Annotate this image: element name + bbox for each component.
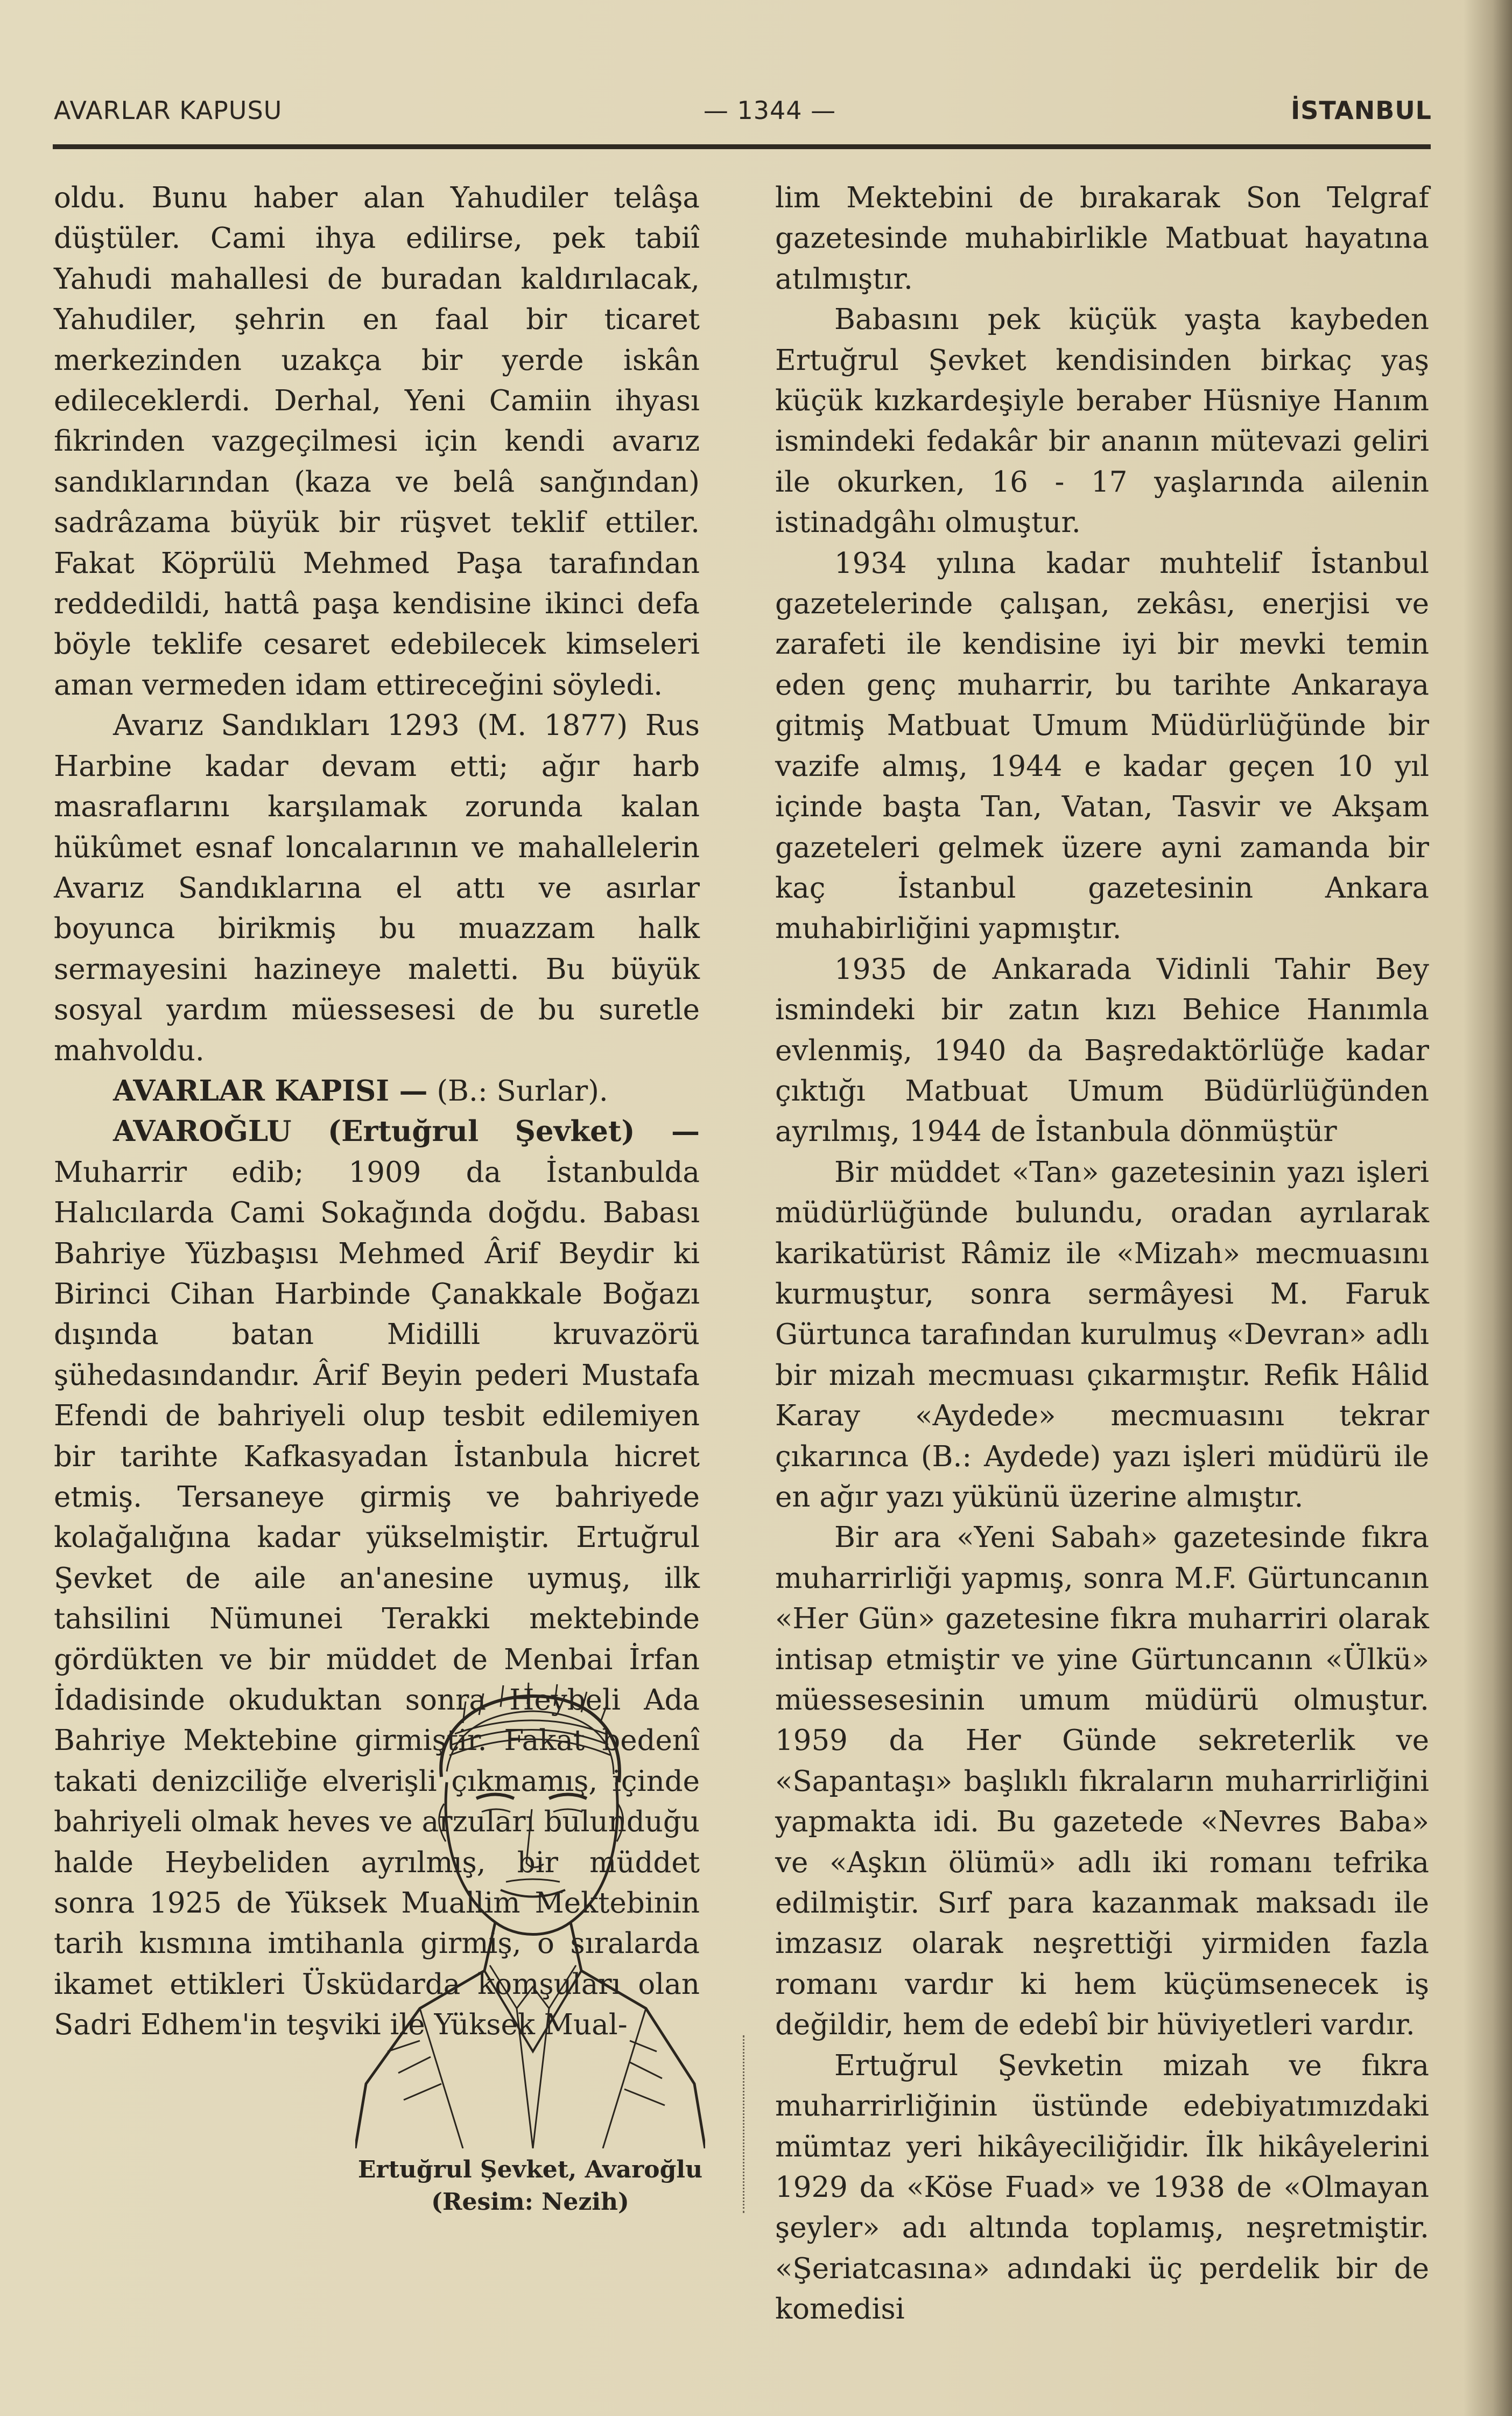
entry-headword: AVAROĞLU (Ertuğrul Şevket) —	[113, 1115, 700, 1149]
book-spine-shadow	[1464, 0, 1512, 2416]
figure-caption	[355, 2154, 705, 2218]
header-rule	[53, 144, 1431, 149]
paragraph: 1934 yılına kadar muhtelif İstanbul gazetelerinde çalışan, zekâsı, enerjisi ve zarafeti ile kendisine iyi bir mevki temin eden genç muharrir, bu tarihte Ankaraya gitmiş Matbuat Umum Müdürlüğünde bir vazife almış, 1944 e kadar geçen 10 yıl içinde başta Tan, Vatan, Tasvir ve Akşam gazeteleri gelmek üzere ayni zamanda bir kaç İstanbul gazetesinin Ankara muhabirliğini yapmıştır.	[775, 547, 1429, 946]
portrait-drawing-icon	[355, 1664, 705, 2148]
entry-text: (B.: Surlar).	[427, 1074, 608, 1108]
portrait-figure	[355, 1664, 705, 2245]
right-column	[775, 178, 1429, 2326]
paragraph: Ertuğrul Şevketin mizah ve fıkra muharrirliğinin üstünde edebiyatımızdaki mümtaz yeri hikâyeciliğidir. İlk hikâyelerini 1929 da «Köse Fuad» ve 1938 de «Olmayan şeyler» adı altında toplamış, neşretmiştir. «Şeriatcasına» adındaki üç perdelik bir de komedisi	[775, 2049, 1429, 2326]
paragraph: 1935 de Ankarada Vidinli Tahir Bey ismindeki bir zatın kızı Behice Hanımla evlenmiş, 1940 da Başredaktörlüğe kadar çıktığı Matbuat Umum Büdürlüğünden ayrılmış, 1944 de İstanbula dönmüştür	[775, 953, 1429, 1149]
running-title-right: İSTANBUL	[1291, 96, 1432, 125]
paragraph: Bir ara «Yeni Sabah» gazetesinde fıkra muharrirliği yapmış, sonra M.F. Gürtuncanın «Her Gün» gazetesine fıkra muharriri olarak intisap etmiştir ve yine Gürtuncanın «Ülkü» müessesesinin umum müdürü olmuştur. 1959 da Her Günde sekreterlik ve «Sapantaşı» başlıklı fıkraların muharrirliğini yapmakta idi. Bu gazetede «Nevres Baba» ve «Aşkın ölümü» adlı iki romanı tefrika edilmiştir. Sırf para kazanmak maksadı ile imzasız olarak neşrettiği yirmiden fazla romanı vardır ki hem küçümsenecek iş değildir, hem de edebî bir hüviyetleri vardır.	[775, 1521, 1429, 2042]
paragraph: Babasını pek küçük yaşta kaybeden Ertuğrul Şevket kendisinden birkaç yaş küçük kızkardeşiyle beraber Hüsniye Hanım ismindeki fedakâr bir ananın mütevazi geliri ile okurken, 16 - 17 yaşlarında ailenin istinadgâhı olmuştur.	[775, 303, 1429, 540]
paragraph: Avarız Sandıkları 1293 (M. 1877) Rus Harbine kadar devam etti; ağır harb masraflarını karşılamak zorunda kalan hükûmet esnaf loncalarının ve mahallelerin Avarız Sandıklarına el attı ve asırlar boyunca birikmiş bu muazzam halk sermayesini hazineye maletti. Bu büyük sosyal yardım müessesesi de bu suretle mahvoldu.	[54, 709, 700, 1067]
caption-credit: (Resim: Nezih)	[431, 2188, 629, 2216]
entry-headword: AVARLAR KAPISI —	[113, 1074, 428, 1108]
entry-avarlar-kapisi	[54, 1071, 700, 1111]
paragraph: oldu. Bunu haber alan Yahudiler telâşa düştüler. Cami ihya edilirse, pek tabiî Yahudi mahallesi de buradan kaldırılacak, Yahudiler, şehrin en faal bir ticaret merkezinden uzakça bir yerde iskân edileceklerdi. Derhal, Yeni Camiin ihyası fikrinden vazgeçilmesi için kendi avarız sandıklarından (kaza ve belâ sanğından) sadrâzama büyük bir rüşvet teklif ettiler. Fakat Köprülü Mehmed Paşa tarafından reddedildi, hattâ paşa kendisine ikinci defa böyle teklife cesaret edebilecek kimseleri aman vermeden idam ettireceğini söyledi.	[54, 181, 700, 702]
paragraph: lim Mektebini de bırakarak Son Telgraf gazetesinde muhabirlikle Matbuat hayatına atılmıştır.	[775, 181, 1429, 296]
page-number: — 1344 —	[703, 96, 836, 125]
entry-text: Muharrir edib; 1909 da İstanbulda Halıcılarda Cami Sokağında doğdu. Babası Bahriye Yüzbaşısı Mehmed Ârif Beydir ki Birinci Cihan Harbinde Çanakkale Boğazı dışında batan Midilli kruvazörü şühedasındandır. Ârif Beyin pederi Mustafa Efendi de bahriyeli olup tesbit edilemiyen bir tarihte Kafkasyadan İstanbula hicret etmiş. Tersaneye girmiş ve bahriyede kolağalığına kadar yükselmiştir. Ertuğrul Şevket de aile an'anesine uymuş, ilk tahsilini Nümunei Terakki mektebinde gördükten ve bir müddet de Menbai İrfan İdadisinde okuduktan sonra Heybeli Ada Bahriye Mektebine girmiştir. Fakat bedenî takati denizciliğe elverişli çıkmamış, içinde bahriyeli olmak heves ve arzuları bulunduğu halde Heybeliden ayrılmış, bir müddet sonra 1925 de Yüksek Muallim Mektebinin tarih kısmına imtihanla girmiş, o sıralarda ikamet ettikleri Üsküdarda komşuları olan Sadri Edhem'in teşviki ile Yüksek Mual-	[54, 1156, 700, 2042]
page-header	[54, 96, 1432, 134]
margin-mark	[743, 2035, 755, 2213]
caption-title: Ertuğrul Şevket, Avaroğlu	[357, 2156, 703, 2183]
running-title-left: AVARLAR KAPUSU	[54, 96, 283, 125]
paragraph: Bir müddet «Tan» gazetesinin yazı işleri müdürlüğünde bulundu, oradan ayrılarak karikatürist Râmiz ile «Mizah» mecmuasını kurmuştur, sonra sermâyesi M. Faruk Gürtunca tarafından kurulmuş «Devran» adlı bir mizah mecmuası çıkarmıştır. Refik Hâlid Karay «Aydede» mecmuasını tekrar çıkarınca (B.: Aydede) yazı işleri müdürü ile en ağır yazı yükünü üzerine almıştır.	[775, 1156, 1429, 1514]
